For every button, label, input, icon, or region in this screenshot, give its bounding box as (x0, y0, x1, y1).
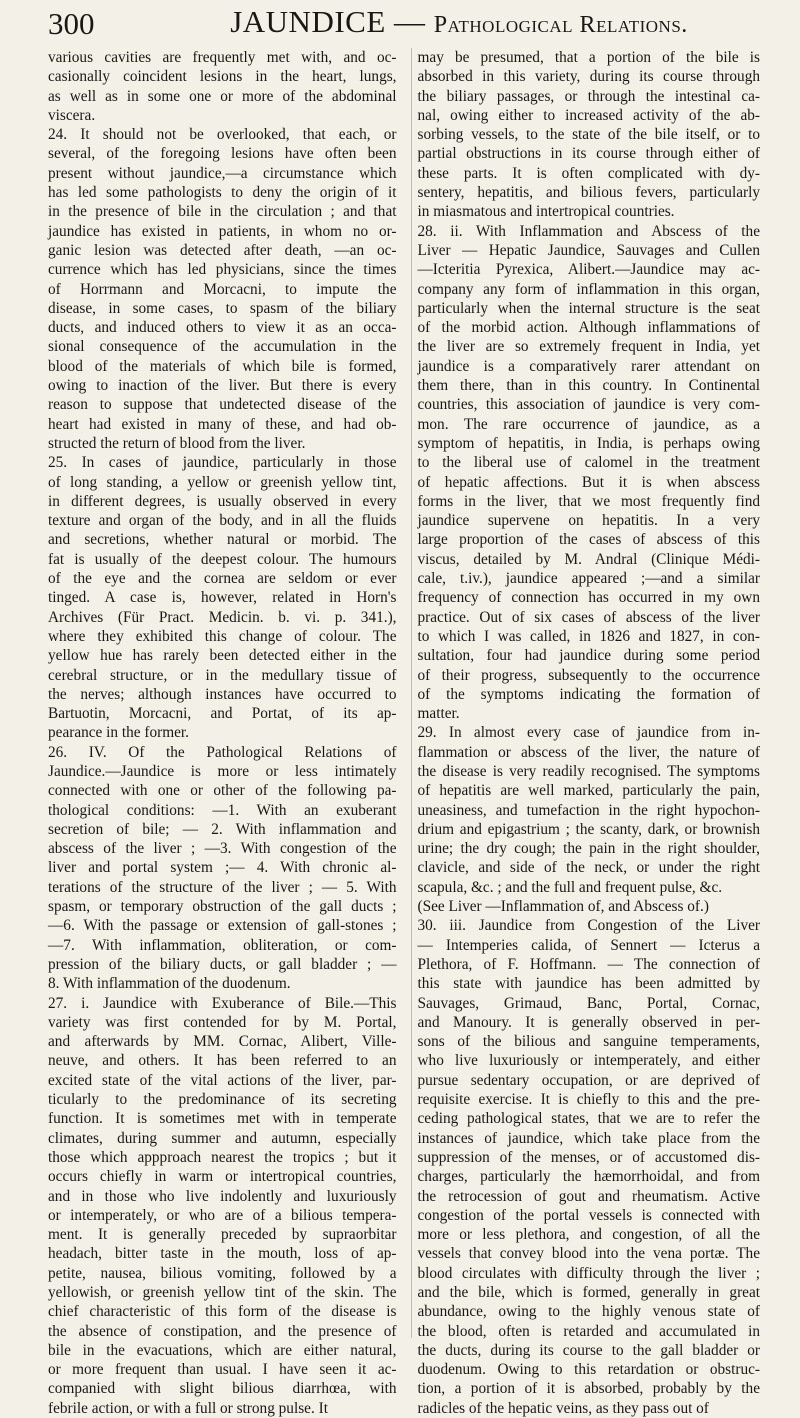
text-line: jaundice is a comparatively rarer attendant on (417, 357, 760, 375)
text-line: pression of the biliary ducts, or gall bladder ; — (48, 955, 397, 973)
text-line: jaundice supervene on hepatitis. In a very (417, 512, 760, 530)
text-line: petite, nausea, bilious vomiting, followed by a (48, 1264, 397, 1282)
text-line: to the liberal use of calomel in the treatment (417, 454, 760, 472)
text-line: disease, in some cases, to spasm of the biliary (48, 299, 397, 317)
text-line: partial obstructions in its course through either of (417, 145, 760, 163)
text-line: and the bile, which is formed, generally in great (417, 1284, 760, 1301)
text-line: of the eye and the cornea are seldom or ever (48, 570, 397, 588)
text-line: Liver — Hepatic Jaundice, Sauvages and Cullen (417, 241, 760, 259)
text-line: —Icteritia Pyrexica, Alibert.—Jaundice may ac- (417, 261, 760, 279)
text-line: 26. IV. Of the Pathological Relations of (48, 743, 397, 761)
text-line: ganic lesion was detected after death, —an oc- (48, 241, 397, 259)
text-line: present without jaundice,—a circumstance which (48, 164, 397, 182)
text-line: as well as in some one or more of the abdominal (48, 87, 397, 105)
text-line: viscera. (48, 106, 96, 124)
text-line: these parts. It is often complicated with dy- (417, 164, 760, 182)
text-line: the liver are so extremely frequent in India, yet (417, 338, 760, 356)
text-line: where they exhibited this change of colour. The (48, 627, 397, 645)
text-line: thological conditions: —1. With an exuberant (48, 801, 397, 819)
text-line: of the symptoms indicating the formation of (417, 685, 760, 703)
text-line: of the morbid action. Although inflammations of (417, 319, 760, 337)
text-line: yellow hue has rarely been detected either in the (48, 647, 397, 665)
text-line: sons of the bilious and sanguine temperaments, (417, 1033, 760, 1051)
text-line: vessels that convey blood into the vena portæ. The (417, 1245, 760, 1263)
text-line: congestion of the portal vessels is connected with (417, 1206, 760, 1224)
text-line: and afterwards by MM. Cornac, Alibert, Ville- (48, 1033, 397, 1051)
right-column (411, 48, 761, 1417)
text-line: those which appproach nearest the tropics ; but it (48, 1148, 397, 1166)
page-number: 300 (48, 6, 95, 41)
running-title-sub: Pathological Relations. (433, 12, 688, 38)
text-line: of Horrmann and Morcacni, to impute the (48, 280, 397, 298)
text-line: febrile action, or with a full or strong pulse. It (48, 1399, 328, 1417)
text-line: in miasmatous and intertropical countries. (417, 203, 675, 221)
text-line: connected with one or other of the following pa- (48, 782, 397, 800)
text-line: various cavities are frequently met with, and oc- (48, 49, 397, 66)
text-line: suppression of the menses, or of accustomed dis- (417, 1148, 760, 1166)
text-line: Sauvages, Grimaud, Banc, Portal, Cornac, (417, 994, 760, 1012)
text-line: drium and epigastrium ; the scanty, dark, or brownish (417, 820, 760, 838)
text-line: 30. iii. Jaundice from Congestion of the Liver (417, 917, 760, 935)
text-line: fat is usually of the deepest colour. The humours (48, 550, 397, 568)
text-line: 24. It should not be overlooked, that each, or (48, 126, 397, 144)
running-title-main: JAUNDICE — (230, 4, 434, 39)
text-line: 25. In cases of jaundice, particularly in those (48, 454, 397, 472)
text-line: instances of jaundice, which take place from the (417, 1129, 760, 1147)
text-line: tion, a portion of it is absorbed, probably by the (417, 1380, 760, 1398)
text-line: the disease is very readily recognised. The symptoms (417, 762, 760, 780)
text-line: liver and portal system ;— 4. With chronic al- (48, 859, 397, 877)
text-line: texture and organ of the body, and in all the fluids (48, 512, 397, 530)
text-line: or more frequent than usual. I have seen it ac- (48, 1361, 397, 1379)
text-line: the biliary passages, or through the intestinal ca- (417, 87, 760, 105)
text-line: 28. ii. With Inflammation and Abscess of the (417, 222, 760, 240)
text-line: Archives (Für Pract. Medicin. b. vi. p. 341.), (48, 608, 397, 626)
text-line: heart had existed in many of these, and had ob- (48, 415, 397, 433)
text-line: them there, than in this country. In Continental (417, 377, 760, 395)
text-columns (48, 48, 760, 1417)
text-line: urine; the dry cough; the pain in the right shoulder, (417, 840, 760, 858)
text-line: uneasiness, and tumefaction in the right hypochon- (417, 801, 760, 819)
text-line: the ducts, during its course to the gall bladder or (417, 1341, 760, 1359)
text-line: 27. i. Jaundice with Exuberance of Bile.—This (48, 994, 397, 1012)
text-line: sional consequence of the accumulation in the (48, 338, 397, 356)
text-line: countries, this association of jaundice is very com- (417, 396, 760, 414)
text-line: variety was first contended for by M. Portal, (48, 1013, 397, 1031)
text-line: and secretions, whether natural or morbid. The (48, 531, 397, 549)
text-line: excited state of the vital actions of the liver, par- (48, 1071, 397, 1089)
text-line: function. It is sometimes met with in temperate (48, 1110, 397, 1128)
text-line: to which I was called, in 1826 and 1827, in con- (417, 627, 760, 645)
text-line: company any form of inflammation in this organ, (417, 280, 760, 298)
text-line: symptom of hepatitis, in India, is perhaps owing (417, 434, 760, 452)
text-line: scapula, &c. ; and the full and frequent pulse, &c. (417, 878, 723, 896)
text-line: of long standing, a yellow or greenish yellow tint, (48, 473, 397, 491)
text-line: secretion of bile; — 2. With inflammation and (48, 820, 397, 838)
text-line: viscus, detailed by M. Andral (Clinique Médi- (417, 550, 760, 568)
text-line: blood circulates with difficulty through the liver ; (417, 1264, 760, 1282)
text-line: headach, bitter taste in the mouth, loss of ap- (48, 1245, 397, 1263)
text-line: occurs chiefly in warm or intertropical countries, (48, 1168, 397, 1186)
text-line: requisite exercise. It is chiefly to this and the pre- (417, 1091, 760, 1109)
text-line: the blood, often is retarded and accumulated in (417, 1322, 760, 1340)
text-line: Jaundice.—Jaundice is more or less intimately (48, 762, 397, 780)
text-line: cerebral structure, or in the medullary tissue of (48, 666, 397, 684)
text-line: sentery, hepatitis, and bilious fevers, particularly (417, 184, 760, 202)
text-line: climates, during summer and autumn, especially (48, 1129, 397, 1147)
text-line: yellowish, or greenish yellow tint of the skin. The (48, 1284, 397, 1301)
text-line: pursue sedentary occupation, or are deprived of (417, 1071, 760, 1089)
text-line: of hepatic affections. But it is when abscess (417, 473, 760, 491)
text-line: Plethora, of F. Hoffmann. — The connection of (417, 955, 760, 973)
text-line: companied with slight bilious diarrhœa, with (48, 1380, 397, 1398)
text-line: mon. The rare occurrence of jaundice, as a (417, 415, 760, 433)
text-line: absorbed in this variety, during its course through (417, 68, 760, 86)
text-line: sultation, four had jaundice during some period (417, 647, 760, 665)
text-line: ment. It is generally preceded by supraorbitar (48, 1226, 397, 1244)
text-line: duodenum. Owing to this retardation or obstruc- (417, 1361, 760, 1379)
text-line: frequency of connection has occurred in my own (417, 589, 760, 607)
text-line: cale, t.iv.), jaundice appeared ;—and a similar (417, 570, 760, 588)
text-line: the absence of constipation, and the presence of (48, 1322, 397, 1340)
left-column (48, 48, 397, 1417)
text-line: currence which has led physicians, since the times (48, 261, 397, 279)
text-line: and Manoury. It is generally observed in per- (417, 1013, 760, 1031)
text-line: bile in the evacuations, which are either natural, (48, 1341, 397, 1359)
text-line: the nerves; although instances have occurred to (48, 685, 397, 703)
text-line: matter. (417, 705, 460, 723)
text-line: reason to suppose that undetected disease of the (48, 396, 397, 414)
text-line: practice. Out of six cases of abscess of the liver (417, 608, 760, 626)
text-line: (See Liver —Inflammation of, and Abscess of.) (417, 898, 709, 916)
text-line: this state with jaundice has been admitted by (417, 975, 760, 993)
text-line: the retrocession of gout and rheumatism. Active (417, 1187, 760, 1205)
text-line: more or less plethora, and congestion, of all the (417, 1226, 760, 1244)
running-header (48, 4, 780, 44)
text-line: ducts, and induced others to view it as an occa- (48, 319, 397, 337)
text-line: jaundice has existed in patients, in whom no or- (48, 222, 397, 240)
text-line: who live luxuriously or intemperately, and either (417, 1052, 760, 1070)
text-line: ticularly to the predominance of its secreting (48, 1091, 397, 1109)
text-line: chief characteristic of this form of the disease is (48, 1303, 397, 1321)
text-line: may be presumed, that a portion of the bile is (417, 49, 760, 66)
text-line: blood of the materials of which bile is formed, (48, 357, 397, 375)
text-line: —7. With inflammation, obliteration, or com- (48, 936, 397, 954)
text-line: ceding pathological states, that we are to refer the (417, 1110, 760, 1128)
text-line: abundance, owing to the highly venous state of (417, 1303, 760, 1321)
running-title (48, 4, 780, 40)
text-line: forms in the liver, that we most frequently find (417, 492, 760, 510)
text-line: and in those who live indolently and luxuriously (48, 1187, 397, 1205)
text-line: or intemperately, or who are of a bilious tempera- (48, 1206, 397, 1224)
text-line: casionally coincident lesions in the heart, lungs, (48, 68, 397, 86)
text-line: of hepatitis are well marked, particularly the pain, (417, 782, 760, 800)
text-line: radicles of the hepatic veins, as they pass out of (417, 1399, 709, 1417)
text-line: has led some pathologists to deny the origin of it (48, 184, 397, 202)
text-line: several, of the foregoing lesions have often been (48, 145, 397, 163)
text-line: 8. With inflammation of the duodenum. (48, 975, 291, 993)
text-line: pearance in the former. (48, 724, 189, 742)
text-line: — Intemperies calida, of Sennert — Icterus a (417, 936, 760, 954)
text-line: flammation or abscess of the liver, the nature of (417, 743, 760, 761)
text-line: abscess of the liver ; —3. With congestion of the (48, 840, 397, 858)
text-line: owing to inaction of the liver. But there is every (48, 377, 397, 395)
text-line: particularly when the internal structure is the seat (417, 299, 760, 317)
text-line: Bartuotin, Morcacni, and Portat, of its ap- (48, 705, 397, 723)
text-line: terations of the structure of the liver ; — 5. With (48, 878, 397, 896)
text-line: tinged. A case is, however, related in Horn's (48, 589, 397, 607)
text-line: clavicle, and side of the neck, or under the right (417, 859, 760, 877)
text-line: neuve, and others. It has been referred to an (48, 1052, 397, 1070)
text-line: —6. With the passage or extension of gall-stones ; (48, 917, 397, 935)
text-line: charges, particularly the hæmorrhoidal, and from (417, 1168, 760, 1186)
text-line: 29. In almost every case of jaundice from in- (417, 724, 760, 742)
text-line: in different degrees, is usually observed in every (48, 492, 397, 510)
text-line: structed the return of blood from the liver. (48, 434, 306, 452)
text-line: sorbing vessels, to the state of the bile itself, or to (417, 126, 760, 144)
text-line: of their progress, subsequently to the occurrence (417, 666, 760, 684)
text-line: spasm, or temporary obstruction of the gall ducts ; (48, 898, 397, 916)
text-line: in the presence of bile in the circulation ; and that (48, 203, 397, 221)
text-line: large proportion of the cases of abscess of this (417, 531, 760, 549)
text-line: nal, owing either to increased activity of the ab- (417, 106, 760, 124)
